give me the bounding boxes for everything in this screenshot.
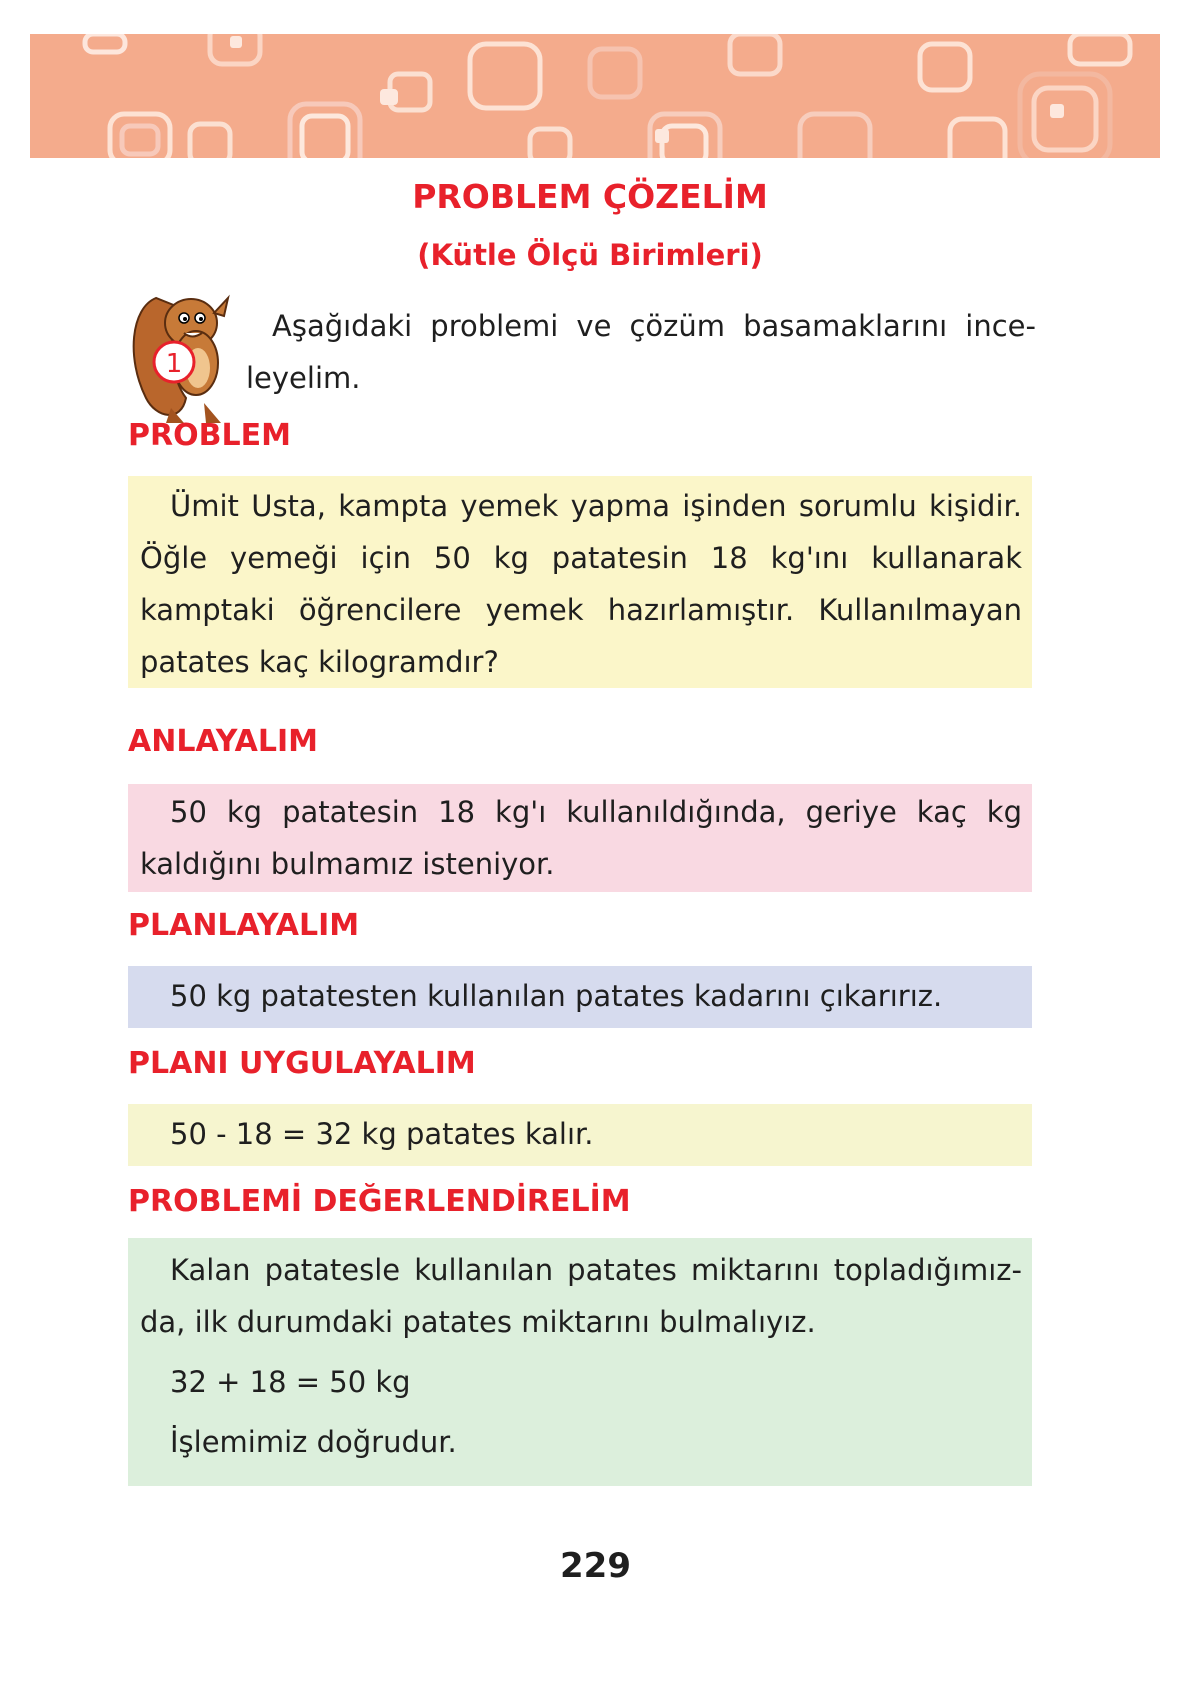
intro-text: [246, 300, 1036, 404]
heading-anlayalim: ANLAYALIM: [128, 724, 318, 759]
badge-number: 1: [165, 349, 183, 379]
squirrel-mascot-icon: [126, 278, 236, 428]
uygulayalim-box: [128, 1104, 1032, 1166]
heading-degerlendirelim: PROBLEMİ DEĞERLENDİRELİM: [128, 1184, 631, 1219]
page-subtitle: (Kütle Ölçü Birimleri): [417, 238, 763, 272]
uygulayalim-text: 50 - 18 = 32 kg patates kalır.: [170, 1117, 594, 1151]
problem-text: Ümit Usta, kampta yemek yapma işinden sorumlu kişidir. Öğle yemeği için 50 kg patatesin 18 kg'ını kullanarak kamptaki öğrencilere yemek hazırlamıştır. Kullanılmayan patates kaç kilogramdır?: [140, 489, 1022, 679]
degerlendirelim-text: Kalan patatesle kullanılan patates miktarını topladığımız-da, ilk durumdaki patates miktarını bulmalıyız.: [140, 1253, 1022, 1339]
anlayalim-text: 50 kg patatesin 18 kg'ı kullanıldığında, geriye kaç kg kaldığını bulmamız isteniyor.: [140, 795, 1022, 881]
heading-problem: PROBLEM: [128, 418, 291, 453]
banner-pattern: [30, 34, 1160, 158]
page-number: 229: [560, 1546, 631, 1586]
degerlendirelim-box: [128, 1238, 1032, 1486]
decorative-banner: [30, 34, 1160, 158]
heading-planlayalim: PLANLAYALIM: [128, 908, 360, 943]
degerlendirelim-conclusion: İşlemimiz doğrudur.: [170, 1425, 457, 1459]
planlayalim-box: [128, 966, 1032, 1028]
degerlendirelim-equation: 32 + 18 = 50 kg: [170, 1365, 411, 1399]
problem-box: [128, 476, 1032, 688]
planlayalim-text: 50 kg patatesten kullanılan patates kadarını çıkarırız.: [170, 979, 943, 1013]
anlayalim-box: [128, 784, 1032, 892]
intro-text-content: Aşağıdaki problemi ve çözüm basamaklarını ince-leyelim.: [246, 309, 1036, 395]
page-title: PROBLEM ÇÖZELİM: [412, 177, 768, 216]
heading-uygulayalim: PLANI UYGULAYALIM: [128, 1046, 476, 1081]
